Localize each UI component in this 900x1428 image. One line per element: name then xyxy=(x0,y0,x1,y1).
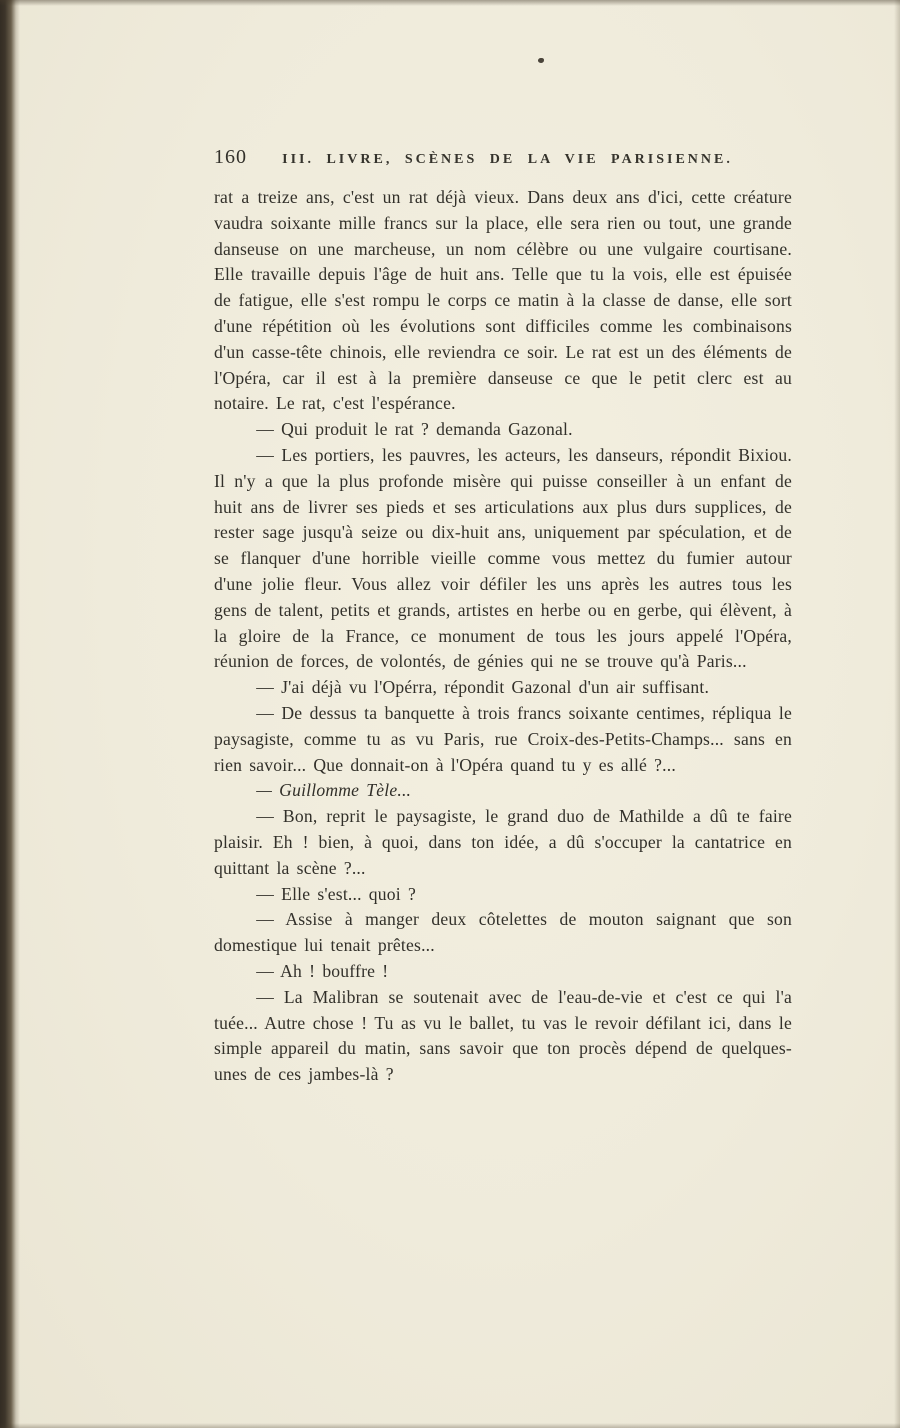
paragraph-continuation: rat a treize ans, c'est un rat déjà vieux. Dans deux ans d'ici, cette créature vaudra soixante mille francs sur la place, elle sera rien ou tout, une grande danseuse on une marcheuse, un nom célèbre ou une vulgaire courtisane. Elle travaille depuis l'âge de huit ans. Telle que tu la vois, elle est épuisée de fatigue, elle s'est rompu le corps ce matin à la classe de danse, elle sort d'une répétition où les évolutions sont difficiles comme les combinaisons d'un casse-tête chinois, elle reviendra ce soir. Le rat est un des éléments de l'Opéra, car il est à la première danseuse ce que le petit clerc est au notaire. Le rat, c'est l'espérance. xyxy=(214,187,792,414)
paragraph-dialogue: — Elle s'est... quoi ? xyxy=(256,883,416,904)
text-column xyxy=(214,146,792,1088)
ink-speck xyxy=(538,58,544,63)
scan-edge-shadow-left xyxy=(0,0,20,1428)
running-title: III. LIVRE, SCÈNES DE LA VIE PARISIENNE. xyxy=(282,152,733,167)
paragraph-dialogue: — Assise à manger deux côtelettes de mouton saignant que son domestique lui tenait prêtes... xyxy=(214,909,792,956)
scan-edge-shadow-top xyxy=(0,0,900,6)
paragraph-dialogue: — Bon, reprit le paysagiste, le grand duo de Mathilde a dû te faire plaisir. Eh ! bien, à quoi, dans ton idée, a dû s'occuper la cantatrice en quittant la scène ?... xyxy=(214,806,792,878)
page-number: 160 xyxy=(214,146,247,168)
paragraph-dialogue: — De dessus ta banquette à trois francs soixante centimes, répliqua le paysagiste, comme tu as vu Paris, rue Croix-des-Petits-Champs... sans en rien savoir... Que donnait-on à l'Opéra quand tu y es allé ?... xyxy=(214,702,792,775)
page-header xyxy=(214,146,792,169)
body-text xyxy=(214,185,792,1088)
scan-edge-shadow-bottom xyxy=(0,1423,900,1428)
paragraph-dialogue: — Ah ! bouffre ! xyxy=(256,960,389,981)
scan-edge-shadow-right xyxy=(894,0,900,1428)
paragraph-dialogue: — Les portiers, les pauvres, les acteurs, les danseurs, répondit Bixiou. Il n'y a que la plus profonde misère qui puisse conseiller à un enfant de huit ans de livrer ses pieds et ses articulations aux plus durs supplices, de rester sage jusqu'à seize ou dix-huit ans, uniquement par spéculation, et de se flanquer d'une horrible vieille comme vous mettez du fumier autour d'une jolie fleur. Vous allez voir défiler les uns après les autres tous les gens de talent, petits et grands, artistes en herbe ou en gerbe, qui élèvent, à la gloire de la France, ce monument de tous les jours appelé l'Opéra, réunion de forces, de volontés, de génies qui ne se trouve qu'à Paris... xyxy=(214,444,792,672)
paragraph-dialogue-italic: — Guillomme Tèle... xyxy=(256,780,412,801)
paragraph-dialogue: — La Malibran se soutenait avec de l'eau-de-vie et c'est ce qui l'a tuée... Autre chose ! Tu as vu le ballet, tu vas le revoir défilant ici, dans le simple appareil du matin, sans savoir que ton procès dépend de quelques-unes de ces jambes-là ? xyxy=(214,986,792,1085)
paragraph-dialogue: — J'ai déjà vu l'Opérra, répondit Gazonal d'un air suffisant. xyxy=(256,677,710,698)
paragraph-dialogue: — Qui produit le rat ? demanda Gazonal. xyxy=(256,419,573,440)
